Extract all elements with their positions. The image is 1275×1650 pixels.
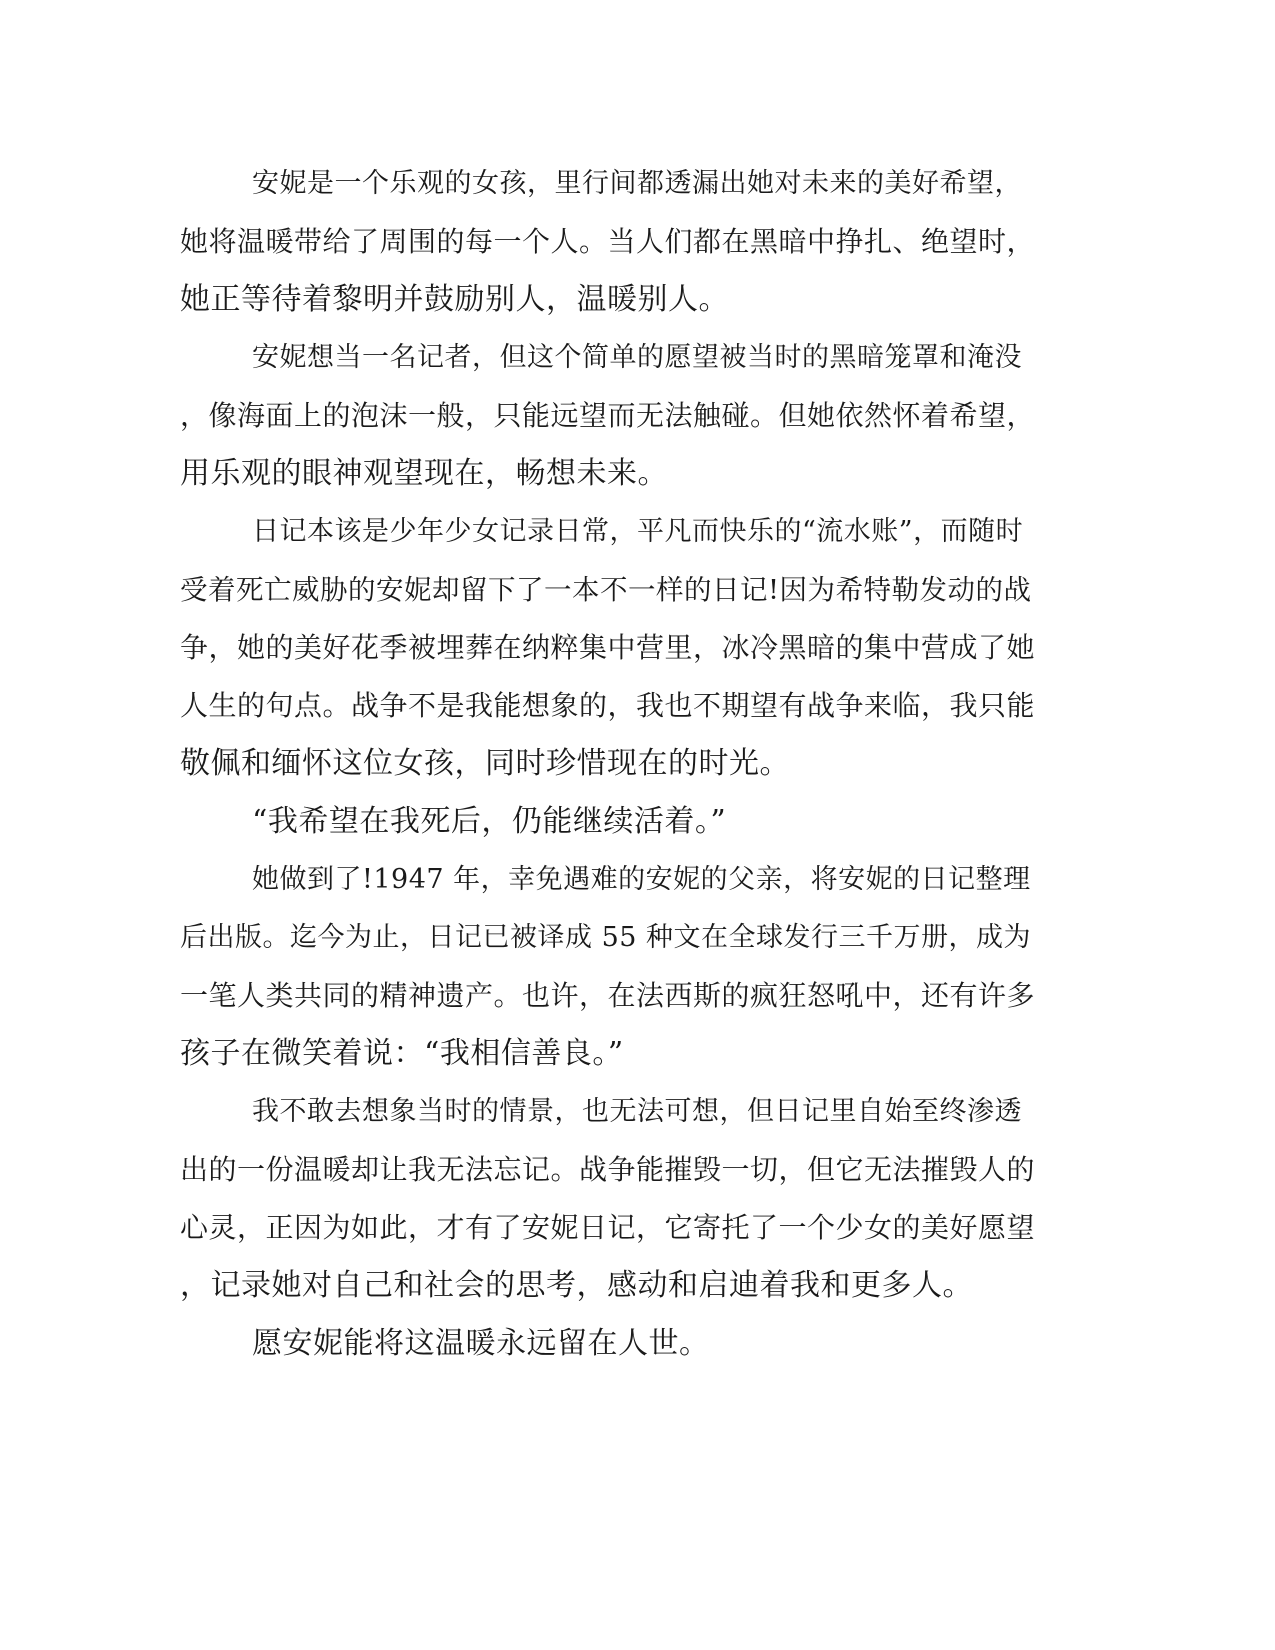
text-line: 一笔人类共同的精神遗产。也许，在法西斯的疯狂怒吼中，还有许多	[180, 979, 1036, 1012]
text-line: 安妮想当一名记者，但这个简单的愿望被当时的黑暗笼罩和淹没	[252, 342, 1022, 373]
text-line: 孩子在微笑着说：“我相信善良。”	[180, 1036, 624, 1071]
text-line: ，像海面上的泡沫一般，只能远望而无法触碰。但她依然怀着希望，	[180, 399, 1036, 432]
text-line: 她做到了!1947 年，幸免遇难的安妮的父亲，将安妮的日记整理	[252, 864, 1031, 895]
text-line: 我不敢去想象当时的情景，也无法可想，但日记里自始至终渗透	[252, 1096, 1022, 1127]
text-line: 敬佩和缅怀这位女孩，同时珍惜现在的时光。	[180, 746, 790, 781]
quote-line: “我希望在我死后，仍能继续活着。”	[252, 804, 727, 839]
text-line: 受着死亡威胁的安妮却留下了一本不一样的日记!因为希特勒发动的战	[180, 574, 1032, 606]
text-line: 争，她的美好花季被埋葬在纳粹集中营里，冰冷黑暗的集中营成了她	[180, 631, 1036, 664]
text-line: ，记录她对自己和社会的思考，感动和启迪着我和更多人。	[180, 1268, 973, 1303]
text-line: 她正等待着黎明并鼓励别人，温暖别人。	[180, 282, 729, 317]
text-line: 用乐观的眼神观望现在，畅想未来。	[180, 456, 668, 491]
closing-line: 愿安妮能将这温暖永远留在人世。	[252, 1326, 710, 1361]
text-line: 人生的句点。战争不是我能想象的，我也不期望有战争来临，我只能	[180, 689, 1036, 722]
text-line: 日记本该是少年少女记录日常，平凡而快乐的“流水账”，而随时	[252, 516, 1024, 547]
text-line: 出的一份温暖却让我无法忘记。战争能摧毁一切，但它无法摧毁人的	[180, 1153, 1036, 1186]
text-line: 安妮是一个乐观的女孩，里行间都透漏出她对未来的美好希望，	[252, 168, 1022, 199]
text-line: 她将温暖带给了周围的每一个人。当人们都在黑暗中挣扎、绝望时，	[180, 225, 1036, 258]
text-line: 心灵，正因为如此，才有了安妮日记，它寄托了一个少女的美好愿望	[180, 1211, 1036, 1244]
text-line: 后出版。迄今为止，日记已被译成 55 种文在全球发行三千万册，成为	[180, 922, 1032, 953]
